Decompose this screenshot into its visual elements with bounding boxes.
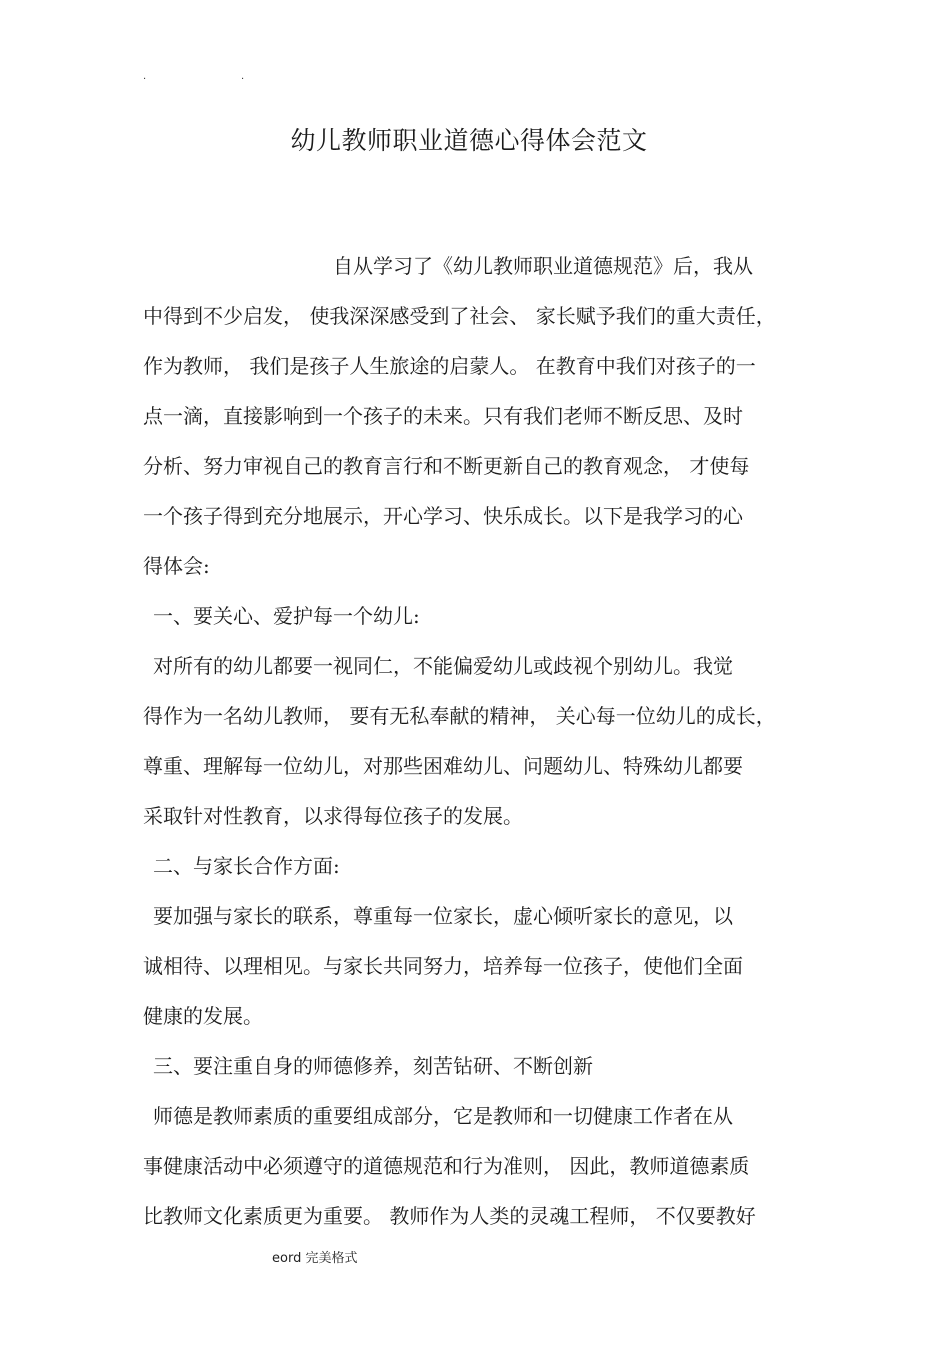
text-line: 尊重、理解每一位幼儿，对那些困难幼儿、问题幼儿、特殊幼儿都要 [143, 754, 743, 778]
header-mark: . [241, 71, 245, 82]
page-footer: eord 完美格式 [272, 1251, 358, 1266]
document-title: 幼儿教师职业道德心得体会范文 [290, 126, 648, 155]
header-mark: . [143, 71, 147, 82]
text-line: 中得到不少启发， 使我深深感受到了社会、 家长赋予我们的重大责任， [143, 304, 776, 328]
text-line: 得体会: [143, 554, 210, 578]
text-line: 对所有的幼儿都要一视同仁，不能偏爱幼儿或歧视个别幼儿。我觉 [153, 654, 733, 678]
text-line: 一、要关心、爱护每一个幼儿: [153, 604, 420, 628]
text-line: 要加强与家长的联系，尊重每一位家长，虚心倾听家长的意见，以 [153, 904, 733, 928]
text-line: 自从学习了《幼儿教师职业道德规范》后，我从 [333, 254, 753, 278]
text-line: 事健康活动中必须遵守的道德规范和行为准则， 因此，教师道德素质 [143, 1154, 750, 1178]
text-line: 点一滴，直接影响到一个孩子的未来。只有我们老师不断反思、及时 [143, 404, 743, 428]
text-line: 作为教师， 我们是孩子人生旅途的启蒙人。 在教育中我们对孩子的一 [143, 354, 756, 378]
text-line: 一个孩子得到充分地展示，开心学习、快乐成长。以下是我学习的心 [143, 504, 743, 528]
text-line: 二、与家长合作方面: [153, 854, 340, 878]
text-line: 师德是教师素质的重要组成部分，它是教师和一切健康工作者在从 [153, 1104, 733, 1128]
text-line: 分析、努力审视自己的教育言行和不断更新自己的教育观念， 才使每 [143, 454, 750, 478]
text-line: 健康的发展。 [143, 1004, 263, 1028]
text-line: 诚相待、以理相见。与家长共同努力，培养每一位孩子，使他们全面 [143, 954, 743, 978]
text-line: 采取针对性教育，以求得每位孩子的发展。 [143, 804, 523, 828]
text-line: 比教师文化素质更为重要。 教师作为人类的灵魂工程师， 不仅要教好 [143, 1204, 756, 1228]
text-line: 三、要注重自身的师德修养，刻苦钻研、不断创新 [153, 1054, 593, 1078]
text-line: 得作为一名幼儿教师， 要有无私奉献的精神， 关心每一位幼儿的成长， [143, 704, 776, 728]
